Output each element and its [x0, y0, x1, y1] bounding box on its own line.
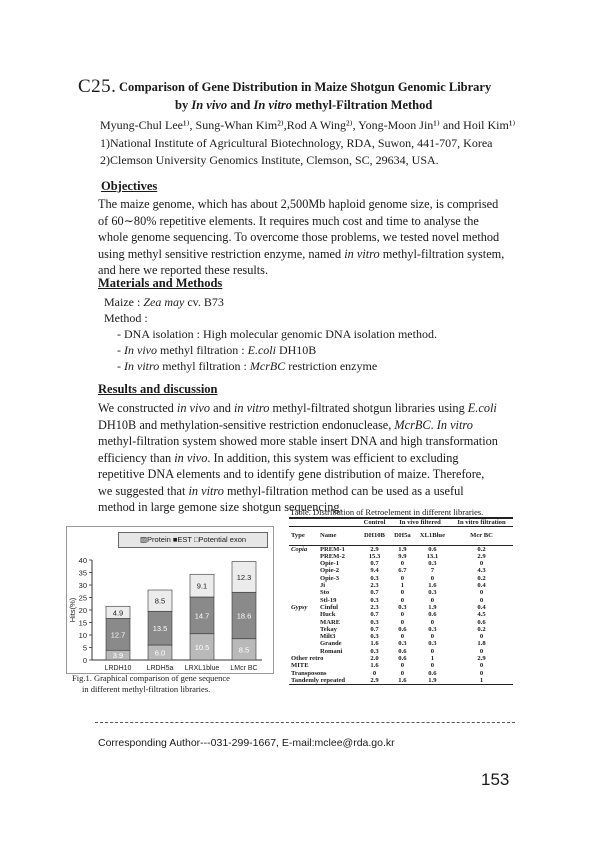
col-name: Name — [319, 532, 337, 540]
x-tick-label: LRDH10 — [104, 665, 132, 672]
table-cell: Grande — [319, 640, 342, 648]
table-cell: 2.3 — [370, 582, 379, 590]
table-cell: 0.3 — [370, 647, 379, 655]
table-cell: 0.2 — [477, 574, 486, 582]
table-cell: 0 — [400, 669, 405, 677]
table-cell: 1.6 — [370, 640, 379, 648]
affiliation-1: 1)National Institute of Agricultural Biotechnology, RDA, Suwon, 441-707, Korea — [100, 136, 493, 150]
group-control: Control — [363, 519, 386, 526]
table-cell: 0.3 — [428, 640, 437, 648]
table-cell: Other retro — [291, 655, 324, 663]
table-cell: 0.4 — [477, 582, 486, 590]
table-row — [289, 545, 513, 553]
y-tick-label: 15 — [78, 618, 87, 628]
group-in-vivo: In vivo filtered — [399, 519, 441, 526]
table-cell: 0 — [479, 662, 484, 670]
table-cell — [289, 582, 318, 589]
table-cell — [289, 611, 318, 618]
table-cell: 4.5 — [477, 611, 486, 619]
table-cell: Opie-2 — [319, 567, 340, 575]
table-row — [289, 677, 513, 685]
table-cell: 0 — [430, 647, 435, 655]
bar-value-label: 13.5 — [152, 624, 168, 634]
group-in-vitro: In vitro filtration — [457, 519, 506, 526]
table-cell: 0.6 — [428, 545, 437, 553]
table-cell: 0 — [400, 589, 405, 597]
figure-caption-2: in different methyl-filtration libraries. — [82, 684, 211, 694]
table-cell: Milt3 — [319, 633, 336, 641]
table-cell: 13.1 — [426, 552, 439, 560]
table-column-header-row — [289, 527, 513, 545]
table-cell — [289, 648, 318, 655]
table-row — [289, 670, 513, 677]
table-row — [289, 560, 513, 567]
table-cell: 0.7 — [370, 560, 379, 568]
table-cell: 1 — [400, 582, 405, 590]
table-cell: 0.3 — [428, 589, 437, 597]
table-cell: 2.0 — [370, 655, 379, 663]
bar-value-label: 4.9 — [112, 608, 124, 618]
table-cell — [289, 560, 318, 567]
page-number: 153 — [481, 770, 510, 789]
table-cell: 1.6 — [370, 662, 379, 670]
table-cell: 0.3 — [370, 596, 379, 604]
table-cell: 0.7 — [370, 625, 379, 633]
table-cell: 9.9 — [398, 552, 407, 560]
table-cell — [289, 640, 318, 647]
table-cell: 1.6 — [398, 676, 407, 684]
methods-maize: Maize : Zea may cv. B73 — [104, 295, 224, 309]
bar-value-label: 14.7 — [194, 611, 210, 621]
table-cell: 0.3 — [428, 625, 437, 633]
y-tick-label: 40 — [78, 556, 87, 565]
table-cell — [289, 589, 318, 596]
table-cell: Huck — [319, 611, 336, 619]
results-body: We constructed in vivo and in vitro methyl-filtrated shotgun libraries using E.coli DH10B and methylation-sensitive restriction endonuclease, McrBC. In vitro methyl-filtration system showed more stable insert DNA and high transformation efficiency than in vivo. In addition, this system was efficient to excluding repetitive DNA elements and to identify gene distribution of maize. Therefore, we suggested that in vitro methyl-filtration method can be used as a useful method in large gemone size shotgun sequencing. — [98, 401, 498, 514]
table-cell: Gypsy — [291, 603, 308, 611]
table-cell: Sto — [319, 589, 330, 597]
bar-chart — [66, 526, 272, 672]
corresponding-author: Corresponding Author---031-299-1667, E-mail:mclee@rda.go.kr — [98, 737, 395, 749]
col-xl1blue: XL1Blue — [419, 532, 446, 540]
table-cell — [289, 597, 318, 604]
table-cell: 0.6 — [398, 655, 407, 663]
table-cell: 0.7 — [370, 611, 379, 619]
bar-value-label: 6.0 — [154, 648, 166, 658]
table-cell: 0 — [430, 662, 435, 670]
col-type: Type — [291, 532, 305, 540]
table-cell: 1.9 — [428, 603, 437, 611]
table-cell: 1.8 — [477, 640, 486, 648]
chart-legend: ▨Protein ■EST □Potential exon — [118, 532, 268, 548]
table-cell: Opie-1 — [319, 560, 340, 568]
table-cell: 0.3 — [370, 574, 379, 582]
table-cell — [289, 567, 318, 574]
x-tick-label: LMcr BC — [230, 665, 258, 672]
table-body — [289, 545, 513, 685]
table-cell — [289, 633, 318, 640]
table-row — [289, 567, 513, 574]
methods-heading: Materials and Methods — [98, 276, 223, 290]
table-row — [289, 626, 513, 633]
y-tick-label: 30 — [78, 581, 87, 590]
table-cell: 0 — [400, 611, 405, 619]
table-cell: Tekay — [319, 625, 337, 633]
y-tick-label: 20 — [78, 606, 87, 615]
abstract-code: C25. — [78, 76, 117, 97]
table-cell: 0 — [430, 596, 435, 604]
y-tick-label: 25 — [78, 593, 87, 603]
table-cell: Cinful — [319, 603, 338, 611]
table-cell: 7 — [430, 567, 435, 575]
table-row — [289, 553, 513, 560]
table-row — [289, 582, 513, 589]
bar-value-label: 8.5 — [238, 645, 250, 655]
table-cell: 0.6 — [398, 647, 407, 655]
table-cell: 15.3 — [368, 552, 381, 560]
table-cell: 0.3 — [398, 603, 407, 611]
table-cell: Transposons — [291, 669, 327, 677]
bar-value-label: 12.7 — [110, 630, 126, 640]
table-cell: 0 — [400, 618, 405, 626]
bar-value-label: 18.6 — [236, 611, 252, 621]
table-cell: 0.6 — [428, 669, 437, 677]
table-cell: PREM-2 — [319, 552, 345, 560]
table-cell: 0 — [400, 574, 405, 582]
table-cell: 0 — [479, 633, 484, 641]
table-cell: 0 — [400, 662, 405, 670]
table-cell: Stl-19 — [319, 596, 337, 604]
methods-item-1: - DNA isolation : High molecular genomic DNA isolation method. — [117, 327, 437, 341]
figure-caption-1: Fig.1. Graphical comparison of gene sequence — [72, 673, 230, 683]
y-axis-label: Hits(%) — [68, 597, 77, 623]
table-cell: 0.2 — [477, 625, 486, 633]
table-cell: 0 — [400, 633, 405, 641]
table-cell: Opie-3 — [319, 574, 340, 582]
table-cell: 2.9 — [477, 655, 486, 663]
table-cell: 1.9 — [398, 545, 407, 553]
table-cell: 0 — [372, 669, 377, 677]
table-row — [289, 640, 513, 647]
table-cell: 0.3 — [428, 560, 437, 568]
bar-value-label: 12.3 — [236, 572, 252, 582]
methods-item-3: - In vitro methyl filtration : McrBC restriction enzyme — [117, 359, 378, 373]
affiliation-2: 2)Clemson University Genomics Institute, Clemson, SC, 29634, USA. — [100, 153, 439, 167]
title-line-2: by In vivo and In vitro methyl-Filtration Method — [175, 98, 433, 112]
objectives-heading: Objectives — [101, 179, 158, 193]
table-row — [289, 619, 513, 626]
table-row — [289, 597, 513, 604]
table-cell: Tandemly repeated — [291, 676, 346, 684]
table-row — [289, 589, 513, 596]
bar-value-label: 8.5 — [154, 596, 166, 606]
table-cell — [289, 575, 318, 582]
bar-value-label: 3.9 — [112, 651, 124, 661]
table-cell — [289, 619, 318, 626]
table-cell: 0 — [479, 596, 484, 604]
table-cell: 2.9 — [370, 676, 379, 684]
table-cell: 4.3 — [477, 567, 486, 575]
table-cell: 0 — [479, 669, 484, 677]
table-cell: 0.2 — [477, 545, 486, 553]
table-row — [289, 648, 513, 655]
table-cell: 1 — [479, 676, 484, 684]
table-cell: 0 — [400, 596, 405, 604]
table-cell: 0.4 — [477, 603, 486, 611]
table-cell: Ji — [319, 582, 326, 590]
table-cell: 0.3 — [370, 618, 379, 626]
table-cell: 6.7 — [398, 567, 407, 575]
table-cell: MARE — [319, 618, 341, 626]
table-row — [289, 611, 513, 618]
table-cell: 0.3 — [398, 640, 407, 648]
table-cell: 0 — [479, 589, 484, 597]
methods-item-2: - In vivo methyl filtration : E.coli DH10B — [117, 343, 317, 357]
table-row — [289, 633, 513, 640]
table-cell — [289, 626, 318, 633]
x-tick-label: LRXL1blue — [184, 665, 220, 672]
table-cell: 1.6 — [428, 582, 437, 590]
table-cell: 0 — [479, 560, 484, 568]
table-cell: MITE — [291, 662, 309, 670]
table-cell: 0 — [430, 618, 435, 626]
table-cell: 2.9 — [477, 552, 486, 560]
table-cell: 1 — [430, 655, 435, 663]
table-cell: 0.6 — [428, 611, 437, 619]
title-line-1: Comparison of Gene Distribution in Maize Shotgun Genomic Library — [119, 80, 492, 94]
col-dh5a: DH5a — [394, 532, 411, 540]
table-cell — [289, 553, 318, 560]
table-cell: 0 — [430, 633, 435, 641]
table-group-header-row — [289, 518, 513, 527]
divider — [95, 722, 515, 723]
bar-value-label: 10.5 — [194, 642, 210, 652]
col-dh10b: DH10B — [364, 532, 385, 540]
table-row — [289, 655, 513, 662]
authors: Myung-Chul Lee¹⁾, Sung-Whan Kim²⁾,Rod A Wing²⁾, Yong-Moon Jin¹⁾ and Hoil Kim¹⁾ — [100, 118, 516, 132]
methods-method-label: Method : — [104, 311, 148, 325]
retroelement-table — [289, 517, 513, 685]
table-cell: PREM-1 — [319, 545, 345, 553]
y-tick-label: 35 — [78, 568, 87, 578]
table-cell: 0.6 — [398, 625, 407, 633]
table-cell: 0 — [400, 560, 405, 568]
table-row — [289, 575, 513, 582]
col-mcrbc: Mcr BC — [470, 532, 493, 540]
objectives-body: The maize genome, which has about 2,500Mb haploid genome size, is comprised of 60∼80% repetitive elements. It requires much cost and time to analyse the whole genome sequencing. To overcome those problems, we tested novel method using methyl sensitive restriction enzyme, named in vitro methyl-filtration system, and here we reported these results. — [98, 197, 505, 277]
table-cell: 0 — [479, 647, 484, 655]
table-cell: 2.3 — [370, 603, 379, 611]
table-cell: 0.6 — [477, 618, 486, 626]
table-cell: 1.9 — [428, 676, 437, 684]
table-cell: 0.3 — [370, 633, 379, 641]
table-cell: Copia — [291, 545, 308, 553]
x-tick-label: LRDH5a — [146, 665, 174, 672]
table-cell: 9.4 — [370, 567, 379, 575]
y-tick-label: 5 — [82, 643, 87, 653]
y-tick-label: 10 — [78, 631, 87, 640]
table-cell: Romani — [319, 647, 343, 655]
results-heading: Results and discussion — [98, 382, 218, 396]
table-row — [289, 604, 513, 611]
table-cell: 2.9 — [370, 545, 379, 553]
table-cell: 0 — [430, 574, 435, 582]
y-tick-label: 0 — [82, 656, 87, 665]
bar-value-label: 9.1 — [196, 581, 208, 591]
table-caption: Table. Distribution of Retroelement in different libraries. — [290, 507, 484, 517]
table-cell: 0.7 — [370, 589, 379, 597]
table-row — [289, 662, 513, 669]
